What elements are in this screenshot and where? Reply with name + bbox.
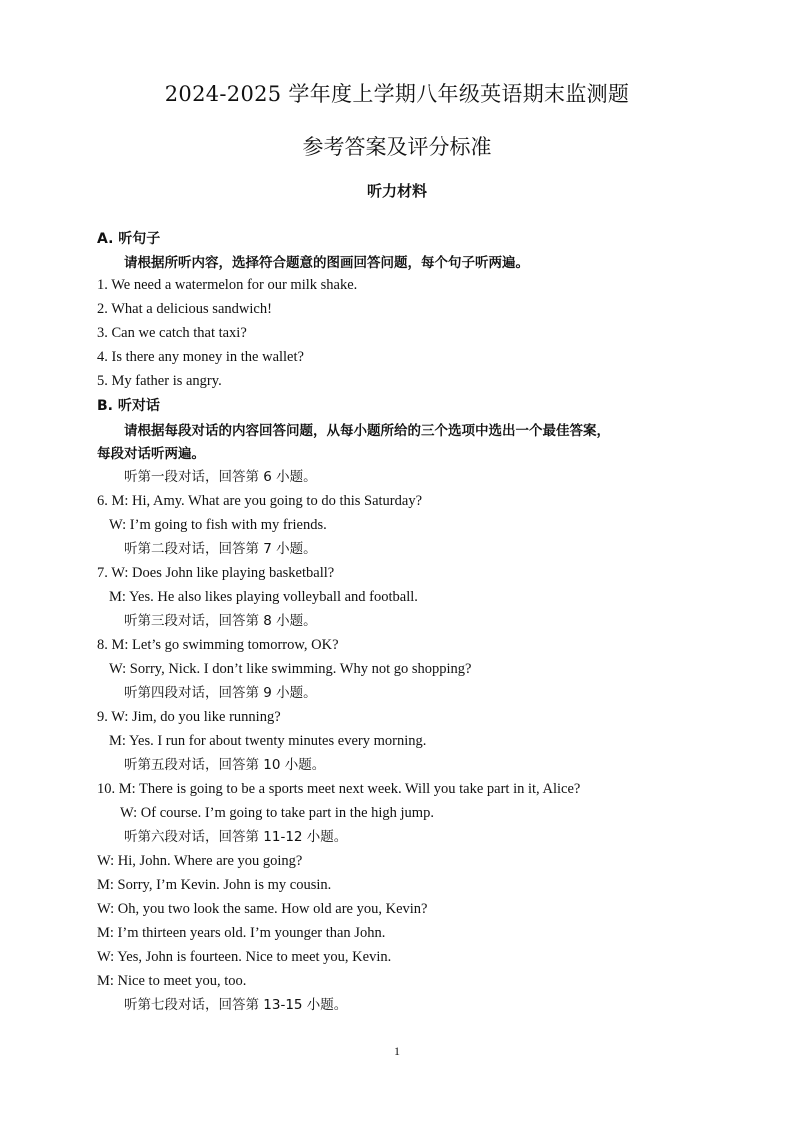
dialogue-line: 7. W: Does John like playing basketball? <box>97 565 335 581</box>
part-b-instruction-line1: 请根据每段对话的内容回答问题，从每小题所给的三个选项中选出一个最佳答案， <box>124 423 610 439</box>
part-b-heading: B. 听对话 <box>97 398 160 414</box>
dialogue-cue: 听第二段对话，回答第 7 小题。 <box>124 541 317 557</box>
dialogue-line: M: Sorry, I’m Kevin. John is my cousin. <box>97 877 332 893</box>
dialogue-line: W: Sorry, Nick. I don’t like swimming. Why not go shopping? <box>109 661 472 677</box>
dialogue-line: W: I’m going to fish with my friends. <box>109 517 327 533</box>
dialogue-line: W: Of course. I’m going to take part in the high jump. <box>120 805 434 821</box>
dialogue-line: 10. M: There is going to be a sports meet next week. Will you take part in it, Alice? <box>97 781 581 797</box>
dialogue-line: 8. M: Let’s go swimming tomorrow, OK? <box>97 637 339 653</box>
dialogue-line: W: Hi, John. Where are you going? <box>97 853 303 869</box>
list-item: 2. What a delicious sandwich! <box>97 301 272 317</box>
list-item: 1. We need a watermelon for our milk shake. <box>97 277 358 293</box>
dialogue-cue: 听第六段对话，回答第 11-12 小题。 <box>124 829 348 845</box>
dialogue-cue: 听第四段对话，回答第 9 小题。 <box>124 685 317 701</box>
page-number: 1 <box>394 1044 400 1058</box>
dialogue-line: W: Oh, you two look the same. How old are you, Kevin? <box>97 901 428 917</box>
dialogue-line: M: Yes. He also likes playing volleyball and football. <box>109 589 418 605</box>
document-title: 2024-2025 学年度上学期八年级英语期末监测题 <box>164 82 630 106</box>
dialogue-cue: 听第三段对话，回答第 8 小题。 <box>124 613 317 629</box>
dialogue-line: 9. W: Jim, do you like running? <box>97 709 281 725</box>
dialogue-cue: 听第七段对话，回答第 13-15 小题。 <box>124 997 348 1013</box>
dialogue-cue: 听第五段对话，回答第 10 小题。 <box>124 757 326 773</box>
document-subtitle: 参考答案及评分标准 <box>302 135 492 159</box>
section-title: 听力材料 <box>366 182 427 200</box>
dialogue-line: M: I’m thirteen years old. I’m younger than John. <box>97 925 386 941</box>
dialogue-line: W: Yes, John is fourteen. Nice to meet you, Kevin. <box>97 949 392 965</box>
part-a-heading: A. 听句子 <box>97 231 161 247</box>
dialogue-line: 6. M: Hi, Amy. What are you going to do this Saturday? <box>97 493 423 509</box>
dialogue-cue: 听第一段对话，回答第 6 小题。 <box>124 469 317 485</box>
list-item: 3. Can we catch that taxi? <box>97 325 247 341</box>
list-item: 5. My father is angry. <box>97 373 222 389</box>
part-b-instruction-line2: 每段对话听两遍。 <box>97 446 205 462</box>
part-a-instruction: 请根据所听内容，选择符合题意的图画回答问题，每个句子听两遍。 <box>124 255 529 271</box>
dialogue-line: M: Nice to meet you, too. <box>97 973 247 989</box>
list-item: 4. Is there any money in the wallet? <box>97 349 304 365</box>
dialogue-line: M: Yes. I run for about twenty minutes every morning. <box>109 733 427 749</box>
